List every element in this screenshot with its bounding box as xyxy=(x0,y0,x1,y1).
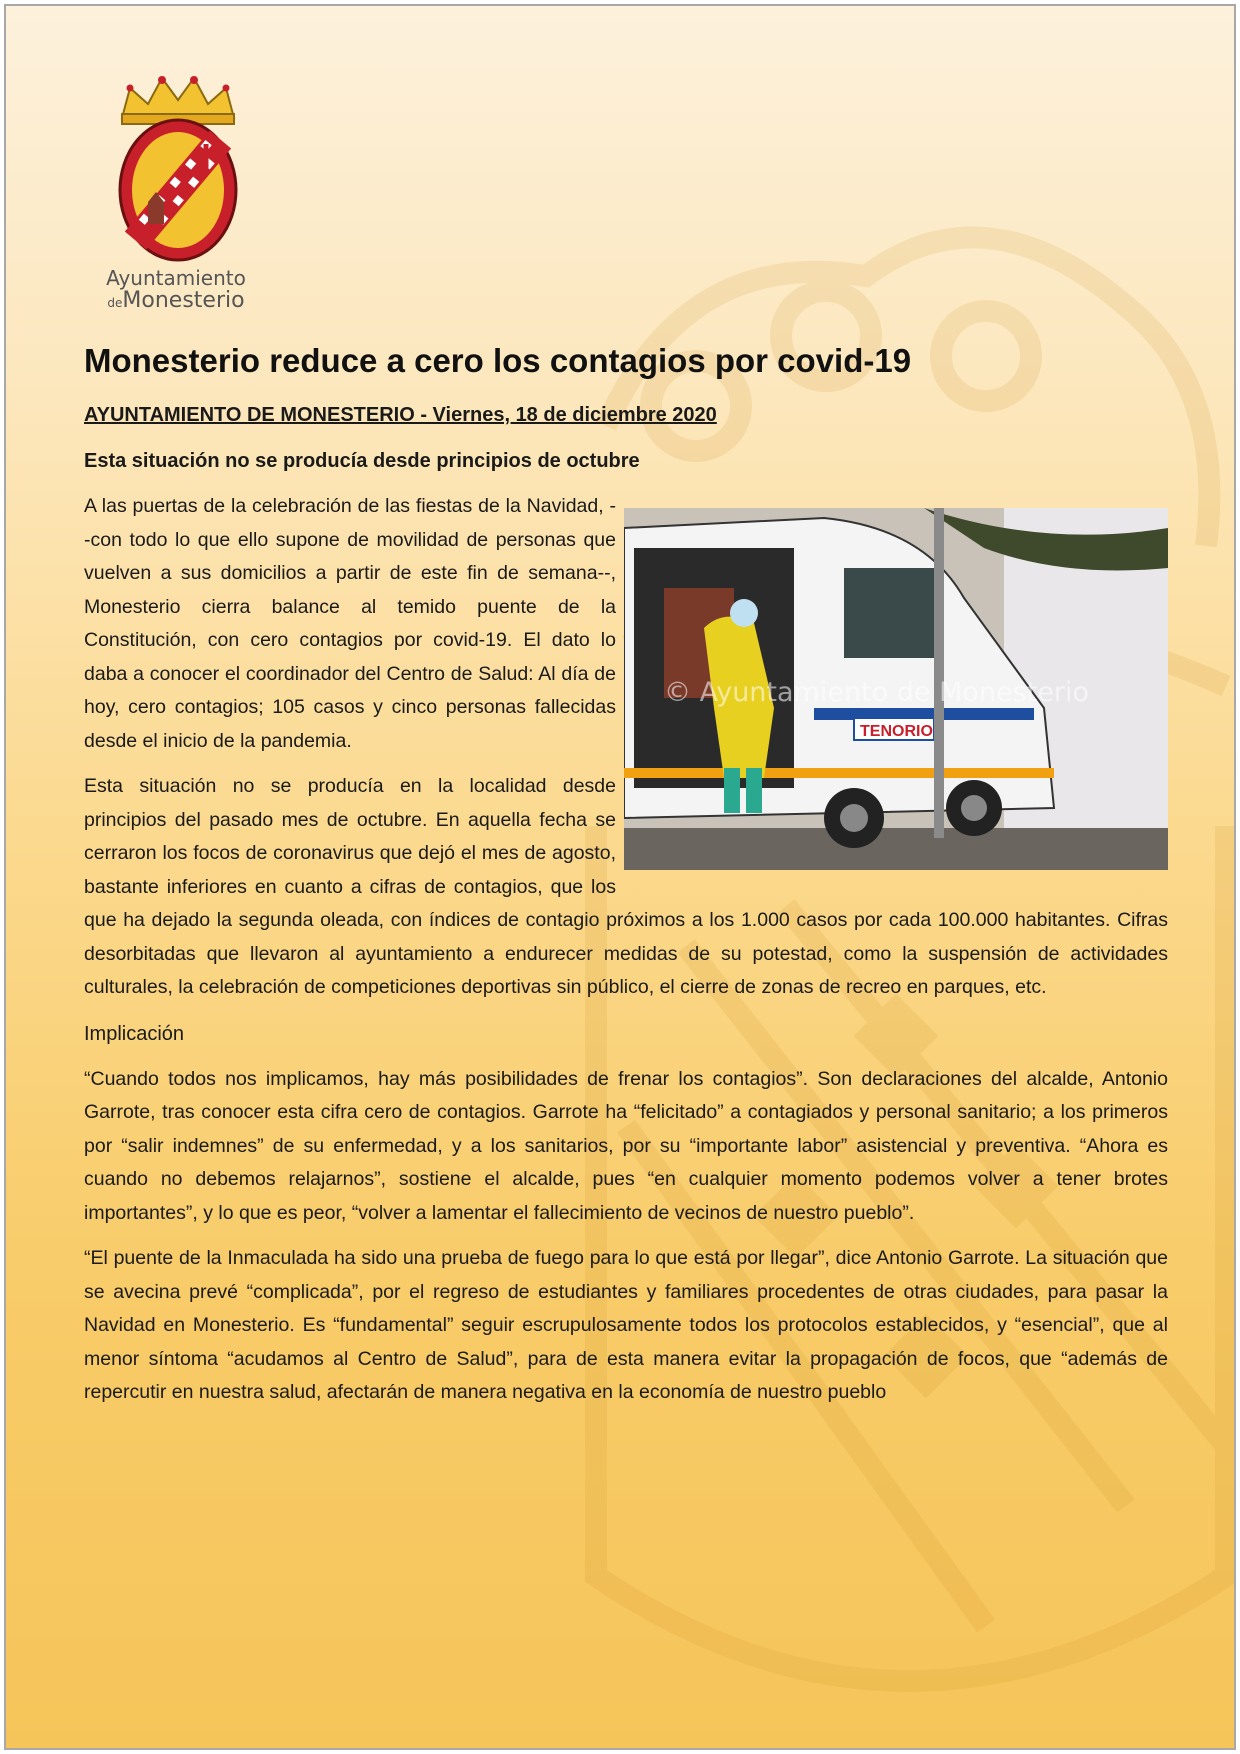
document-page xyxy=(4,4,1236,1750)
logo-line-1: Ayuntamiento xyxy=(106,266,246,290)
logo-caption xyxy=(106,268,246,312)
paragraph-2: Esta situación no se producía en la localidad desde principios del pasado mes de octubre. En aquella fecha se cerraron los focos de coronavirus que dejó el mes de agosto, bastante inferiores en cuanto a cifras de contagios, que los que ha dejado la segunda oleada, con índices de contagio próximos a los 1.000 casos por cada 100.000 habitantes. Cifras desorbitadas que llevaron al ayuntamiento a endurecer medidas de su potestad, como la suspensión de actividades culturales, la celebración de competiciones deportivas sin público, el cierre de zonas de recreo en parques, etc. xyxy=(84,775,1168,998)
article-subtitle: Esta situación no se producía desde principios de octubre xyxy=(84,450,640,472)
footer-divider xyxy=(234,1749,1034,1750)
paragraph-4: “El puente de la Inmaculada ha sido una prueba de fuego para lo que está por llegar”, dice Antonio Garrote. La situación que se avecina prevé “complicada”, por el regreso de estudiantes y familiares procedentes de otras ciudades, para pasar la Navidad en Monesterio. Es “fundamental” seguir escrupulosamente todos los protocolos establecidos, y “esencial”, que al menor síntoma “acudamos al Centro de Salud”, para de esta manera evitar la propagación de focos, que “además de repercutir en nuestra salud, afectarán de manera negativa en la economía de nuestro pueblo xyxy=(84,1247,1168,1403)
paragraph-3: “Cuando todos nos implicamos, hay más posibilidades de frenar los contagios”. Son declaraciones del alcalde, Antonio Garrote, tras conocer esta cifra cero de contagios. Garrote ha “felicitado” a contagiados y personal sanitario; a los primeros por “salir indemnes” de su enfermedad, y a los sanitarios, por su “importante labor” asistencial y preventiva. “Ahora es cuando no debemos relajarnos”, sostiene el alcalde, pues “en cualquier momento podemos volver a tener brotes importantes”, y lo que es peor, “volver a lamentar el fallecimiento de vecinos de nuestro pueblo”. xyxy=(84,1067,1168,1224)
article-title: Monesterio reduce a cero los contagios por covid-19 xyxy=(84,342,912,379)
logo-line-2-name: Monesterio xyxy=(122,288,245,313)
article-photo xyxy=(624,508,1168,870)
van-label: TENORIO xyxy=(860,723,933,740)
logo-line-2 xyxy=(106,289,246,312)
logo-line-2-prefix: de xyxy=(107,296,123,310)
coat-of-arms-icon xyxy=(114,74,242,264)
article xyxy=(84,338,1168,1422)
section-heading-implicacion: Implicación xyxy=(84,1022,185,1045)
photo-watermark: © Ayuntamiento de Monesterio xyxy=(664,677,1090,708)
article-dateline: AYUNTAMIENTO DE MONESTERIO - Viernes, 18 de diciembre 2020 xyxy=(84,404,717,426)
paragraph-1: A las puertas de la celebración de las fiestas de la Navidad, --con todo lo que ello supone de movilidad de personas que vuelven a sus domicilios a partir de este fin de semana--, Monesterio cierra balance al temido puente de la Constitución, con cero contagios por covid-19. El dato lo daba a conocer el coordinador del Centro de Salud: Al día de hoy, cero contagios; 105 casos y cinco personas fallecidas desde el inicio de la pandemia. xyxy=(84,495,616,752)
municipality-logo xyxy=(106,74,246,312)
